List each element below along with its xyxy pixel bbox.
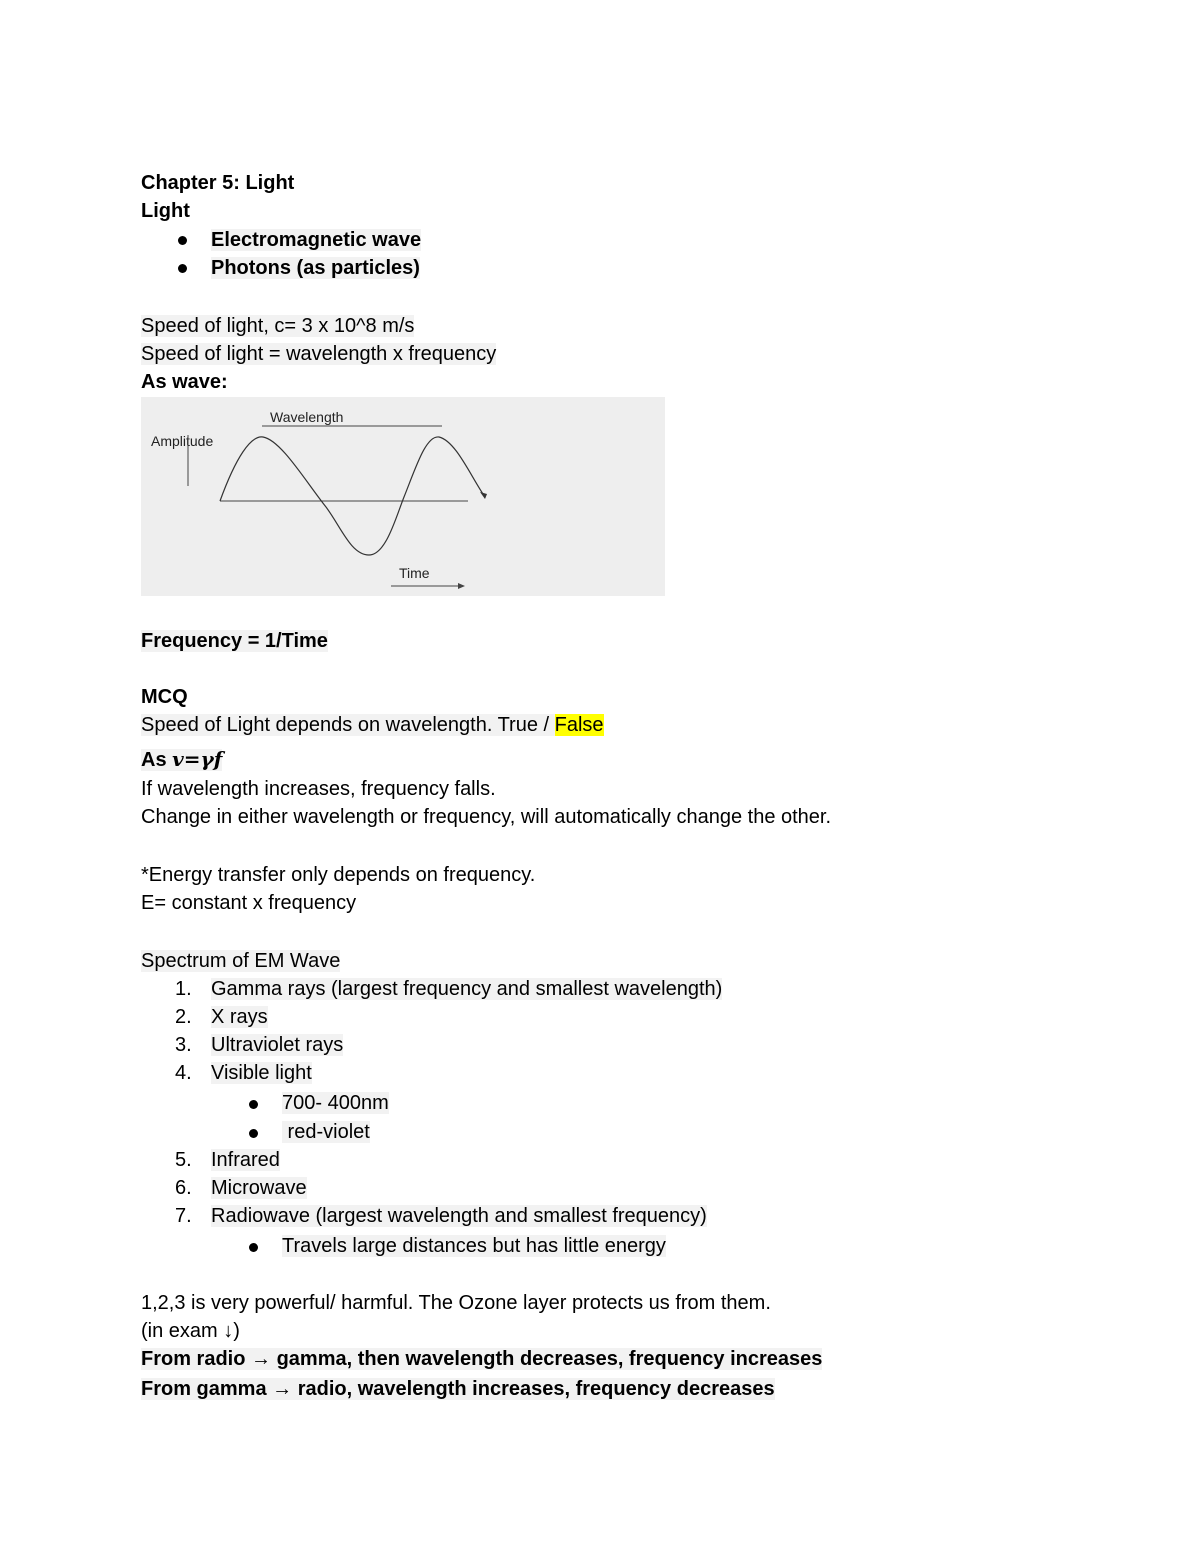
notes-line-4: From gamma → radio, wavelength increases, frequency decreases <box>141 1378 775 1400</box>
list-number: 1. <box>175 978 192 1000</box>
radio-sub-note: Travels large distances but has little energy <box>282 1235 666 1257</box>
list-item: Electromagnetic wave <box>211 229 422 251</box>
mcq-line-1: If wavelength increases, frequency falls. <box>141 778 496 800</box>
notes-line-1: 1,2,3 is very powerful/ harmful. The Ozone layer protects us from them. <box>141 1292 771 1314</box>
wave-arrowhead <box>480 492 487 499</box>
visible-sub-colors: red-violet <box>282 1121 370 1143</box>
as-formula-line: As v=γf <box>141 747 223 771</box>
notes-line-3: From radio → gamma, then wavelength decreases, frequency increases <box>141 1348 823 1370</box>
spectrum-item-infrared: Infrared <box>211 1149 280 1171</box>
as-wave-label: As wave: <box>141 371 228 393</box>
spectrum-heading: Spectrum of EM Wave <box>141 950 341 972</box>
spectrum-item-gamma: Gamma rays (largest frequency and smallest wavelength) <box>211 978 723 1000</box>
list-number: 7. <box>175 1205 192 1227</box>
velocity-formula: v=γf <box>172 747 223 771</box>
time-arrowhead <box>458 583 465 589</box>
list-number: 3. <box>175 1034 192 1056</box>
speed-line-2: Speed of light = wavelength x frequency <box>141 343 497 365</box>
list-number: 2. <box>175 1006 192 1028</box>
spectrum-item-visible: Visible light <box>211 1062 312 1084</box>
spectrum-item-radiowave: Radiowave (largest wavelength and smallest frequency) <box>211 1205 707 1227</box>
sine-wave <box>220 437 485 555</box>
frequency-formula: Frequency = 1/Time <box>141 630 328 652</box>
spectrum-item-ultraviolet: Ultraviolet rays <box>211 1034 344 1056</box>
chapter-title: Chapter 5: Light <box>141 172 295 194</box>
speed-line-1: Speed of light, c= 3 x 10^8 m/s <box>141 315 415 337</box>
mcq-answer: False <box>554 714 604 736</box>
energy-line-1: *Energy transfer only depends on frequency. <box>141 864 536 886</box>
bullet-icon <box>249 1243 258 1252</box>
notes-line-2: (in exam ↓) <box>141 1320 240 1342</box>
mcq-heading: MCQ <box>141 686 188 708</box>
bullet-icon <box>249 1100 258 1109</box>
spectrum-item-xrays: X rays <box>211 1006 268 1028</box>
energy-line-2: E= constant x frequency <box>141 892 357 914</box>
wavelength-label: Wavelength <box>270 409 344 425</box>
mcq-line-2: Change in either wavelength or frequency, will automatically change the other. <box>141 806 832 828</box>
bullet-icon <box>178 264 187 273</box>
list-number: 6. <box>175 1177 192 1199</box>
section-title: Light <box>141 200 190 222</box>
time-label: Time <box>399 565 430 581</box>
mcq-question: Speed of Light depends on wavelength. True / False <box>141 714 604 736</box>
bullet-icon <box>249 1129 258 1138</box>
list-number: 5. <box>175 1149 192 1171</box>
list-number: 4. <box>175 1062 192 1084</box>
wave-svg <box>141 397 665 596</box>
wave-diagram <box>141 397 665 596</box>
spectrum-item-microwave: Microwave <box>211 1177 307 1199</box>
bullet-icon <box>178 236 187 245</box>
visible-sub-range: 700- 400nm <box>282 1092 389 1114</box>
list-item: Photons (as particles) <box>211 257 420 279</box>
amplitude-label: Amplitude <box>151 433 214 449</box>
